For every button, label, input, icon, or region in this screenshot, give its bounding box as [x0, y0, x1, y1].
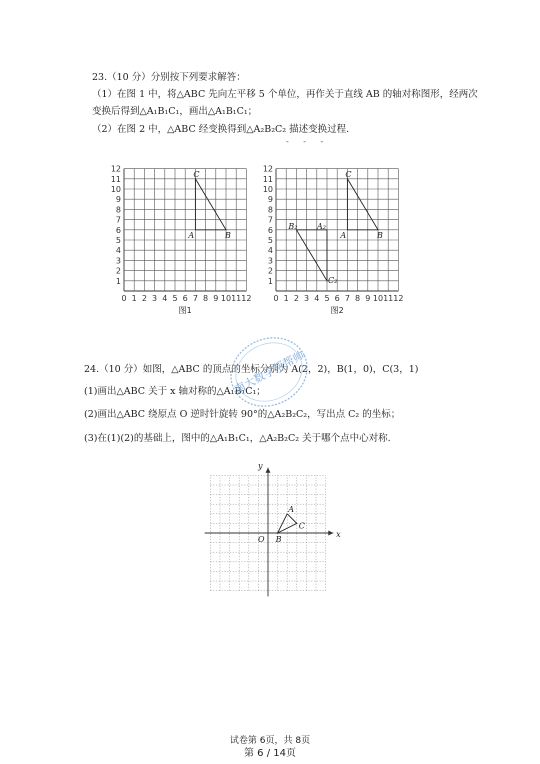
y-axis-arrow: [266, 468, 271, 473]
x-tick-label: 3: [152, 294, 158, 303]
vertex-label-b: B: [377, 230, 383, 240]
triangle-outline: [296, 230, 327, 281]
y-tick-label: 11: [110, 174, 121, 184]
vertex-label-c2: C₂: [328, 275, 338, 285]
y-tick-label: 2: [115, 266, 121, 276]
x-tick-label: 11: [383, 294, 394, 303]
x-tick-label: 9: [365, 294, 371, 303]
stamp-text: 南大数学帮帮帅: [232, 348, 307, 397]
x-axis-label: x: [336, 530, 341, 539]
x-tick-label: 1: [283, 294, 289, 303]
y-tick-label: 1: [115, 276, 121, 286]
vertex-label-b: B: [225, 230, 231, 240]
origin-label: O: [258, 535, 265, 544]
x-tick-label: 3: [304, 294, 310, 303]
dash-marks: - - -: [286, 137, 330, 146]
y-tick-label: 7: [267, 215, 273, 225]
x-tick-label: 0: [273, 294, 279, 303]
y-tick-label: 6: [115, 225, 121, 235]
y-tick-label: 12: [262, 164, 273, 174]
vertex-label-c: C: [298, 521, 305, 531]
y-tick-label: 10: [110, 185, 121, 194]
page-footer-pages: 第 6 / 14页: [244, 748, 296, 759]
q24-part2: (2)画出△ABC 绕原点 O 逆时针旋转 90°的△A₂B₂C₂，写出点 C₂ 的坐标；: [84, 409, 401, 420]
vertex-label-b: B: [275, 535, 282, 544]
vertex-label-c: C: [345, 169, 352, 179]
vertex-label-c: C: [193, 169, 200, 179]
vertex-label-a: A: [188, 230, 195, 240]
q23-part1-line2: 变换后得到△A₁B₁C₁，画出△A₁B₁C₁；: [92, 106, 258, 117]
y-tick-label: 5: [115, 236, 121, 245]
q24-part1: (1)画出△ABC 关于 x 轴对称的△A₁B₁C₁；: [84, 386, 266, 397]
vertex-label-b2: B₂: [288, 221, 298, 231]
y-tick-label: 7: [115, 215, 121, 225]
x-tick-label: 5: [172, 294, 178, 303]
y-tick-label: 2: [267, 266, 273, 276]
x-tick-label: 5: [324, 294, 330, 303]
figure-caption: 图2: [330, 306, 344, 315]
y-tick-label: 10: [262, 185, 273, 194]
x-tick-label: 9: [213, 294, 219, 303]
x-tick-label: 8: [355, 294, 361, 303]
x-tick-label: 1: [131, 294, 137, 303]
x-tick-label: 6: [334, 294, 340, 303]
y-tick-label: 11: [262, 174, 273, 184]
x-tick-label: 4: [314, 294, 320, 303]
y-tick-label: 4: [267, 246, 273, 256]
watermark-stamp: [226, 334, 312, 410]
x-tick-label: 7: [344, 294, 350, 303]
y-tick-label: 5: [267, 236, 273, 245]
x-tick-label: 12: [393, 294, 404, 303]
q24-part3: (3)在(1)(2)的基础上，图中的△A₁B₁C₁，△A₂B₂C₂ 关于哪个点中心对称.: [84, 433, 391, 444]
y-tick-label: 4: [115, 246, 121, 256]
y-tick-label: 6: [267, 225, 273, 235]
x-tick-label: 6: [182, 294, 188, 303]
q23-title: 23.（10 分）分别按下列要求解答：: [92, 72, 246, 83]
y-tick-label: 8: [267, 205, 273, 215]
y-tick-label: 8: [115, 205, 121, 215]
x-tick-label: 12: [241, 294, 252, 303]
x-tick-label: 2: [293, 294, 299, 303]
x-tick-label: 11: [231, 294, 242, 303]
q23-part2: （2）在图 2 中，△ABC 经变换得到△A₂B₂C₂ 描述变换过程.: [92, 124, 350, 135]
vertex-label-a: A: [340, 230, 347, 240]
y-tick-label: 3: [267, 256, 273, 266]
y-tick-label: 12: [110, 164, 121, 174]
y-axis-label: y: [258, 461, 263, 471]
y-tick-label: 9: [267, 195, 273, 205]
x-tick-label: 8: [203, 294, 209, 303]
q24-title: 24.（10 分）如图，△ABC 的顶点的坐标分别为 A(2，2)，B(1，0)，C(3，1): [84, 364, 419, 375]
figure-q24: [198, 452, 348, 602]
triangle-outline: [347, 179, 378, 230]
x-axis-arrow: [328, 531, 333, 536]
x-tick-label: 2: [141, 294, 147, 303]
figure-2: [262, 148, 412, 315]
page-footer-exam: 试卷第 6页，共 8页: [229, 736, 311, 746]
x-tick-label: 7: [192, 294, 198, 303]
y-tick-label: 9: [115, 195, 121, 205]
x-tick-label: 4: [162, 294, 168, 303]
x-tick-label: 10: [220, 294, 232, 303]
x-tick-label: 10: [372, 294, 384, 303]
y-tick-label: 3: [115, 256, 121, 266]
figure-caption: 图1: [178, 306, 192, 315]
vertex-label-a2: A₂: [317, 221, 326, 231]
x-tick-label: 0: [121, 294, 127, 303]
figure-1: [110, 148, 260, 315]
triangle-outline: [195, 179, 226, 230]
y-tick-label: 1: [267, 276, 273, 286]
vertex-label-a: A: [288, 504, 294, 514]
q23-part1-line1: （1）在图 1 中，将△ABC 先向左平移 5 个单位，再作关于直线 AB 的轴对称图形，经两次: [92, 89, 478, 100]
